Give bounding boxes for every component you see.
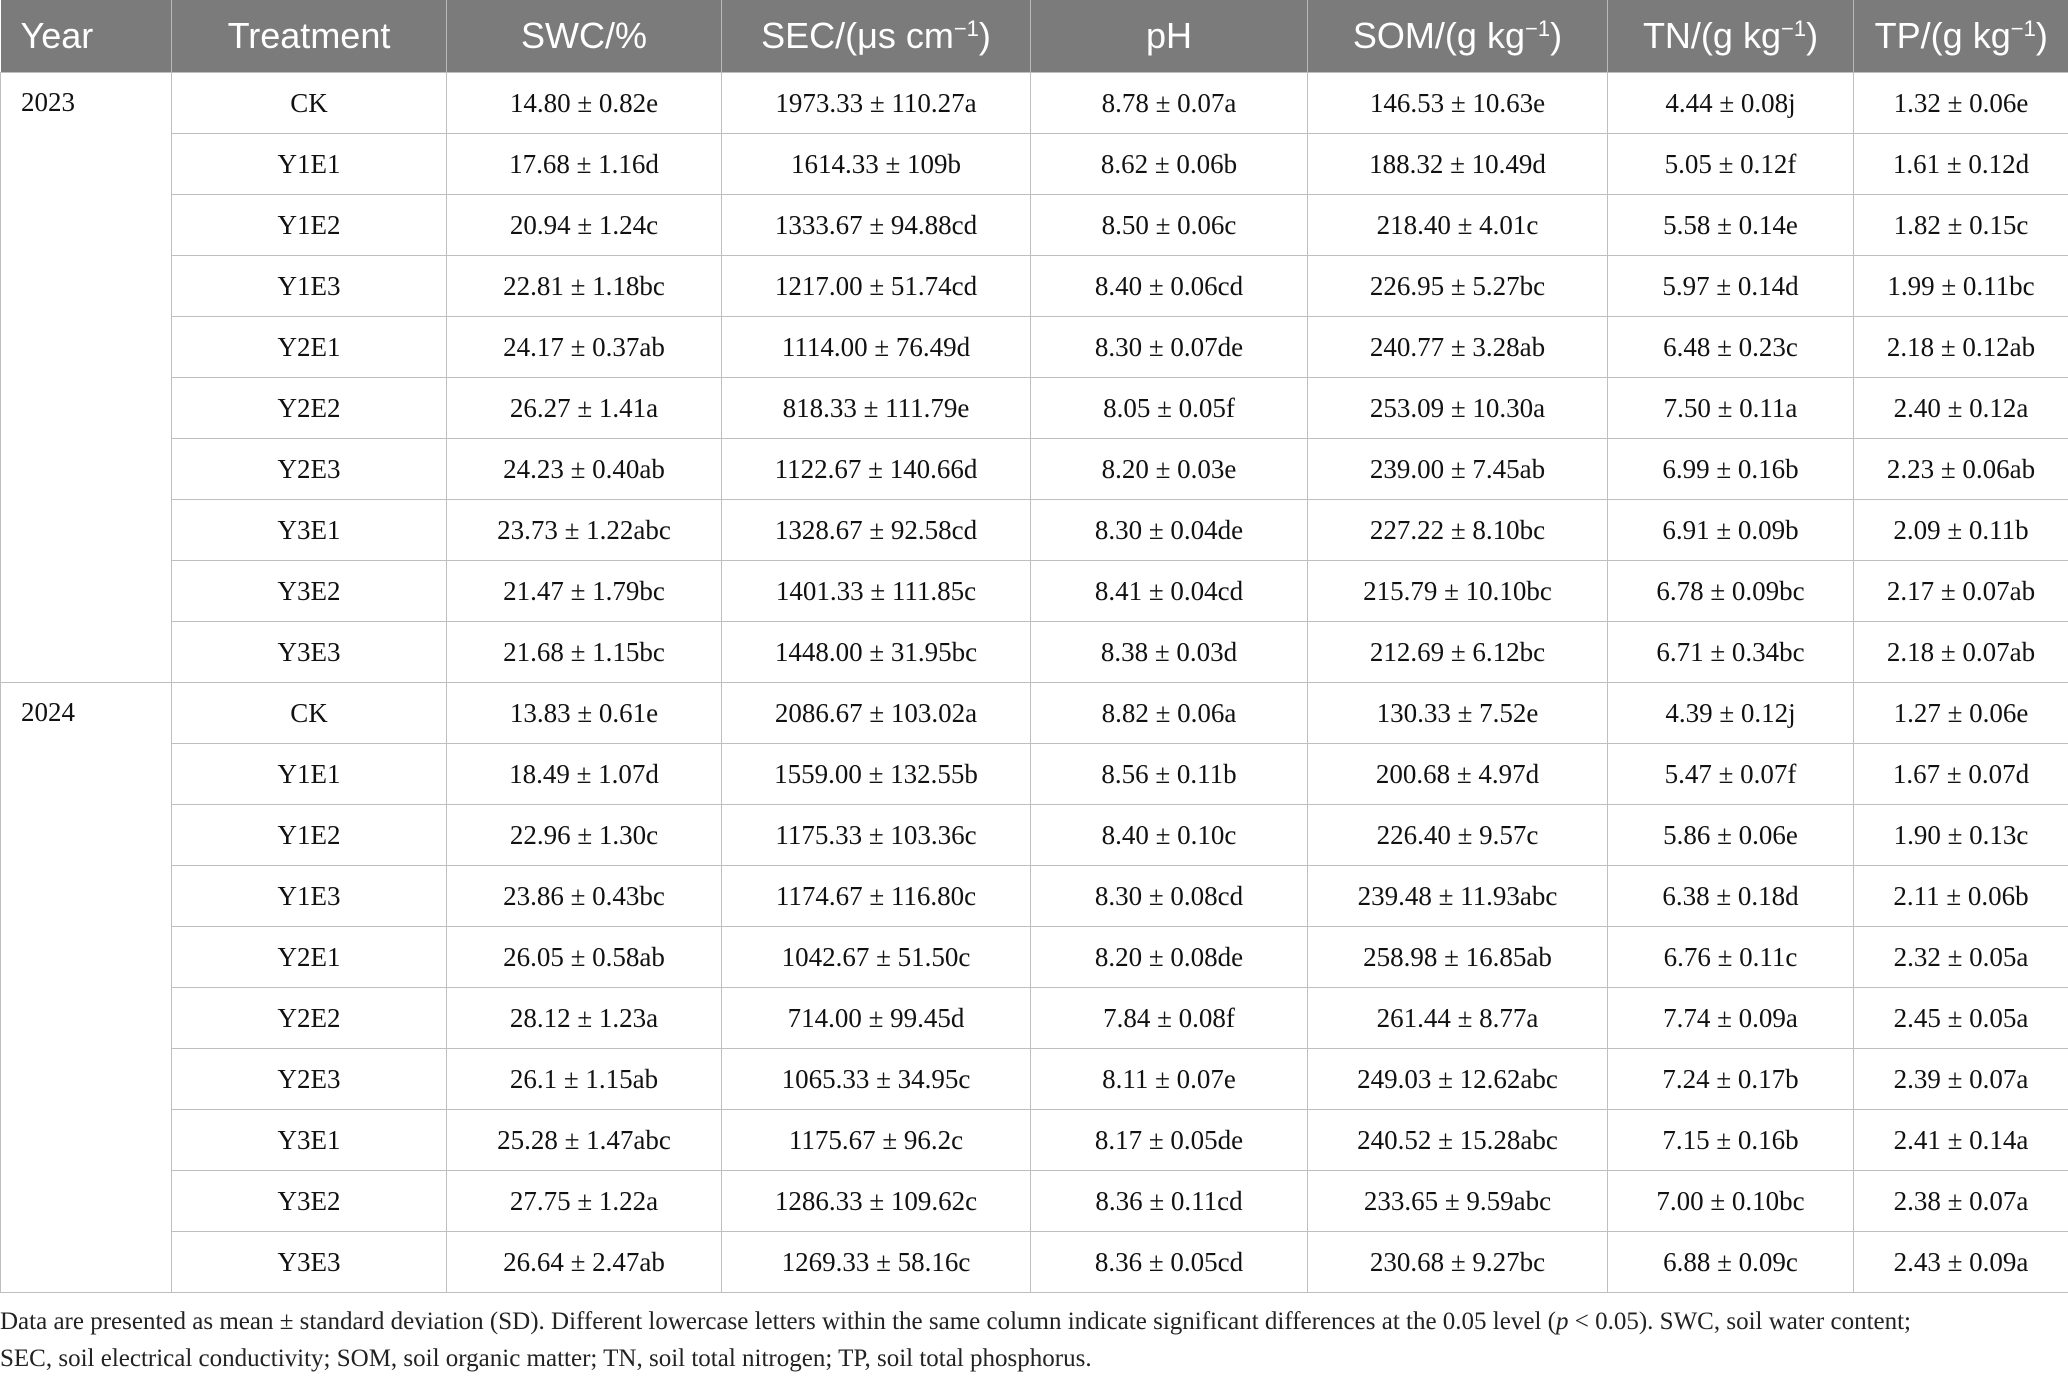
value-cell: 1559.00 ± 132.55b [722, 744, 1031, 805]
value-cell: 25.28 ± 1.47abc [447, 1110, 722, 1171]
treatment-cell: Y2E3 [172, 439, 447, 500]
value-cell: 1448.00 ± 31.95bc [722, 622, 1031, 683]
value-cell: 18.49 ± 1.07d [447, 744, 722, 805]
column-header: SOM/(g $kg^{-1}$) [1308, 0, 1608, 73]
column-header: pH [1031, 0, 1308, 73]
column-header: Year [1, 0, 172, 73]
value-cell: 215.79 ± 10.10bc [1308, 561, 1608, 622]
value-cell: 1114.00 ± 76.49d [722, 317, 1031, 378]
table-row [1, 256, 2068, 317]
value-cell: 7.74 ± 0.09a [1608, 988, 1854, 1049]
table-row [1, 561, 2068, 622]
value-cell: 8.05 ± 0.05f [1031, 378, 1308, 439]
table-body [1, 73, 2068, 1293]
value-cell: 20.94 ± 1.24c [447, 195, 722, 256]
table-row [1, 378, 2068, 439]
value-cell: 13.83 ± 0.61e [447, 683, 722, 744]
value-cell: 23.73 ± 1.22abc [447, 500, 722, 561]
value-cell: 8.30 ± 0.08cd [1031, 866, 1308, 927]
column-header: SEC/(μs $cm^{-1}$) [722, 0, 1031, 73]
value-cell: 1175.67 ± 96.2c [722, 1110, 1031, 1171]
value-cell: 2.43 ± 0.09a [1854, 1232, 2068, 1293]
value-cell: 7.24 ± 0.17b [1608, 1049, 1854, 1110]
value-cell: 2.17 ± 0.07ab [1854, 561, 2068, 622]
value-cell: 8.17 ± 0.05de [1031, 1110, 1308, 1171]
treatment-cell: Y3E1 [172, 500, 447, 561]
value-cell: 17.68 ± 1.16d [447, 134, 722, 195]
treatment-cell: Y3E3 [172, 622, 447, 683]
table-row [1, 744, 2068, 805]
value-cell: 714.00 ± 99.45d [722, 988, 1031, 1049]
table-row [1, 622, 2068, 683]
value-cell: 2.11 ± 0.06b [1854, 866, 2068, 927]
treatment-cell: Y1E1 [172, 134, 447, 195]
value-cell: 261.44 ± 8.77a [1308, 988, 1608, 1049]
value-cell: 2.23 ± 0.06ab [1854, 439, 2068, 500]
treatment-cell: Y1E3 [172, 866, 447, 927]
value-cell: 28.12 ± 1.23a [447, 988, 722, 1049]
column-header: Treatment [172, 0, 447, 73]
value-cell: 6.99 ± 0.16b [1608, 439, 1854, 500]
value-cell: 8.30 ± 0.07de [1031, 317, 1308, 378]
value-cell: 249.03 ± 12.62abc [1308, 1049, 1608, 1110]
value-cell: 1042.67 ± 51.50c [722, 927, 1031, 988]
value-cell: 1269.33 ± 58.16c [722, 1232, 1031, 1293]
table-row [1, 134, 2068, 195]
table-row [1, 500, 2068, 561]
value-cell: 8.50 ± 0.06c [1031, 195, 1308, 256]
value-cell: 7.50 ± 0.11a [1608, 378, 1854, 439]
value-cell: 226.95 ± 5.27bc [1308, 256, 1608, 317]
value-cell: 2.18 ± 0.12ab [1854, 317, 2068, 378]
value-cell: 5.47 ± 0.07f [1608, 744, 1854, 805]
value-cell: 2.39 ± 0.07a [1854, 1049, 2068, 1110]
value-cell: 8.20 ± 0.03e [1031, 439, 1308, 500]
value-cell: 226.40 ± 9.57c [1308, 805, 1608, 866]
value-cell: 27.75 ± 1.22a [447, 1171, 722, 1232]
value-cell: 7.84 ± 0.08f [1031, 988, 1308, 1049]
value-cell: 1333.67 ± 94.88cd [722, 195, 1031, 256]
value-cell: 6.88 ± 0.09c [1608, 1232, 1854, 1293]
value-cell: 1.67 ± 0.07d [1854, 744, 2068, 805]
value-cell: 7.15 ± 0.16b [1608, 1110, 1854, 1171]
value-cell: 24.17 ± 0.37ab [447, 317, 722, 378]
treatment-cell: Y3E3 [172, 1232, 447, 1293]
table-row [1, 866, 2068, 927]
value-cell: 1175.33 ± 103.36c [722, 805, 1031, 866]
treatment-cell: CK [172, 73, 447, 134]
value-cell: 22.96 ± 1.30c [447, 805, 722, 866]
footnote-line-2: SEC, soil electrical conductivity; SOM, soil organic matter; TN, soil total nitrogen; TP, soil total phosphorus. [0, 1345, 1092, 1372]
value-cell: 14.80 ± 0.82e [447, 73, 722, 134]
value-cell: 26.1 ± 1.15ab [447, 1049, 722, 1110]
table-row [1, 1232, 2068, 1293]
treatment-cell: Y2E1 [172, 317, 447, 378]
value-cell: 253.09 ± 10.30a [1308, 378, 1608, 439]
value-cell: 2.38 ± 0.07a [1854, 1171, 2068, 1232]
value-cell: 258.98 ± 16.85ab [1308, 927, 1608, 988]
treatment-cell: Y2E1 [172, 927, 447, 988]
value-cell: 8.56 ± 0.11b [1031, 744, 1308, 805]
value-cell: 1286.33 ± 109.62c [722, 1171, 1031, 1232]
table-row [1, 439, 2068, 500]
column-header: TP/(g $kg^{-1}$) [1854, 0, 2068, 73]
value-cell: 1328.67 ± 92.58cd [722, 500, 1031, 561]
value-cell: 240.77 ± 3.28ab [1308, 317, 1608, 378]
treatment-cell: Y1E2 [172, 805, 447, 866]
value-cell: 1217.00 ± 51.74cd [722, 256, 1031, 317]
column-header: SWC/% [447, 0, 722, 73]
value-cell: 6.91 ± 0.09b [1608, 500, 1854, 561]
table-row [1, 317, 2068, 378]
treatment-cell: CK [172, 683, 447, 744]
value-cell: 2.18 ± 0.07ab [1854, 622, 2068, 683]
footnote-line-1: Data are presented as mean ± standard deviation (SD). Different lowercase letters within the same column indicate significant differences at the 0.05 level (p < 0.05). SWC, soil water content; [0, 1308, 1912, 1335]
treatment-cell: Y3E1 [172, 1110, 447, 1171]
value-cell: 240.52 ± 15.28abc [1308, 1110, 1608, 1171]
value-cell: 23.86 ± 0.43bc [447, 866, 722, 927]
value-cell: 8.82 ± 0.06a [1031, 683, 1308, 744]
value-cell: 8.36 ± 0.05cd [1031, 1232, 1308, 1293]
table-row [1, 73, 2068, 134]
treatment-cell: Y2E3 [172, 1049, 447, 1110]
value-cell: 2.09 ± 0.11b [1854, 500, 2068, 561]
treatment-cell: Y2E2 [172, 988, 447, 1049]
value-cell: 2.40 ± 0.12a [1854, 378, 2068, 439]
value-cell: 212.69 ± 6.12bc [1308, 622, 1608, 683]
value-cell: 21.47 ± 1.79bc [447, 561, 722, 622]
value-cell: 8.41 ± 0.04cd [1031, 561, 1308, 622]
value-cell: 146.53 ± 10.63e [1308, 73, 1608, 134]
treatment-cell: Y1E3 [172, 256, 447, 317]
table-header-row [1, 0, 2068, 73]
value-cell: 239.00 ± 7.45ab [1308, 439, 1608, 500]
table-row [1, 195, 2068, 256]
value-cell: 130.33 ± 7.52e [1308, 683, 1608, 744]
table-row [1, 927, 2068, 988]
value-cell: 6.78 ± 0.09bc [1608, 561, 1854, 622]
table-row [1, 1110, 2068, 1171]
value-cell: 6.71 ± 0.34bc [1608, 622, 1854, 683]
value-cell: 227.22 ± 8.10bc [1308, 500, 1608, 561]
value-cell: 1.99 ± 0.11bc [1854, 256, 2068, 317]
value-cell: 6.38 ± 0.18d [1608, 866, 1854, 927]
value-cell: 1401.33 ± 111.85c [722, 561, 1031, 622]
value-cell: 8.78 ± 0.07a [1031, 73, 1308, 134]
value-cell: 5.97 ± 0.14d [1608, 256, 1854, 317]
value-cell: 1174.67 ± 116.80c [722, 866, 1031, 927]
value-cell: 188.32 ± 10.49d [1308, 134, 1608, 195]
value-cell: 5.05 ± 0.12f [1608, 134, 1854, 195]
value-cell: 5.58 ± 0.14e [1608, 195, 1854, 256]
value-cell: 2.45 ± 0.05a [1854, 988, 2068, 1049]
value-cell: 24.23 ± 0.40ab [447, 439, 722, 500]
value-cell: 5.86 ± 0.06e [1608, 805, 1854, 866]
value-cell: 8.40 ± 0.06cd [1031, 256, 1308, 317]
table-row [1, 1171, 2068, 1232]
year-cell: 2024 [1, 683, 172, 1293]
value-cell: 26.05 ± 0.58ab [447, 927, 722, 988]
value-cell: 26.27 ± 1.41a [447, 378, 722, 439]
value-cell: 8.30 ± 0.04de [1031, 500, 1308, 561]
treatment-cell: Y3E2 [172, 561, 447, 622]
treatment-cell: Y2E2 [172, 378, 447, 439]
value-cell: 8.62 ± 0.06b [1031, 134, 1308, 195]
value-cell: 1.27 ± 0.06e [1854, 683, 2068, 744]
table-row [1, 805, 2068, 866]
value-cell: 239.48 ± 11.93abc [1308, 866, 1608, 927]
value-cell: 8.40 ± 0.10c [1031, 805, 1308, 866]
treatment-cell: Y3E2 [172, 1171, 447, 1232]
value-cell: 1.90 ± 0.13c [1854, 805, 2068, 866]
value-cell: 6.48 ± 0.23c [1608, 317, 1854, 378]
value-cell: 4.44 ± 0.08j [1608, 73, 1854, 134]
table-row [1, 988, 2068, 1049]
treatment-cell: Y1E2 [172, 195, 447, 256]
value-cell: 22.81 ± 1.18bc [447, 256, 722, 317]
value-cell: 230.68 ± 9.27bc [1308, 1232, 1608, 1293]
value-cell: 8.11 ± 0.07e [1031, 1049, 1308, 1110]
value-cell: 200.68 ± 4.97d [1308, 744, 1608, 805]
value-cell: 21.68 ± 1.15bc [447, 622, 722, 683]
value-cell: 7.00 ± 0.10bc [1608, 1171, 1854, 1232]
value-cell: 2.32 ± 0.05a [1854, 927, 2068, 988]
column-header: TN/(g $kg^{-1}$) [1608, 0, 1854, 73]
value-cell: 1.82 ± 0.15c [1854, 195, 2068, 256]
table-row [1, 683, 2068, 744]
value-cell: 1973.33 ± 110.27a [722, 73, 1031, 134]
value-cell: 218.40 ± 4.01c [1308, 195, 1608, 256]
value-cell: 8.38 ± 0.03d [1031, 622, 1308, 683]
value-cell: 233.65 ± 9.59abc [1308, 1171, 1608, 1232]
value-cell: 818.33 ± 111.79e [722, 378, 1031, 439]
treatment-cell: Y1E1 [172, 744, 447, 805]
table-footnote [0, 1303, 2060, 1377]
table-row [1, 1049, 2068, 1110]
year-cell: 2023 [1, 73, 172, 683]
value-cell: 6.76 ± 0.11c [1608, 927, 1854, 988]
value-cell: 2086.67 ± 103.02a [722, 683, 1031, 744]
value-cell: 8.36 ± 0.11cd [1031, 1171, 1308, 1232]
value-cell: 1.32 ± 0.06e [1854, 73, 2068, 134]
value-cell: 1122.67 ± 140.66d [722, 439, 1031, 500]
value-cell: 2.41 ± 0.14a [1854, 1110, 2068, 1171]
value-cell: 1065.33 ± 34.95c [722, 1049, 1031, 1110]
value-cell: 1614.33 ± 109b [722, 134, 1031, 195]
value-cell: 8.20 ± 0.08de [1031, 927, 1308, 988]
value-cell: 4.39 ± 0.12j [1608, 683, 1854, 744]
value-cell: 1.61 ± 0.12d [1854, 134, 2068, 195]
value-cell: 26.64 ± 2.47ab [447, 1232, 722, 1293]
